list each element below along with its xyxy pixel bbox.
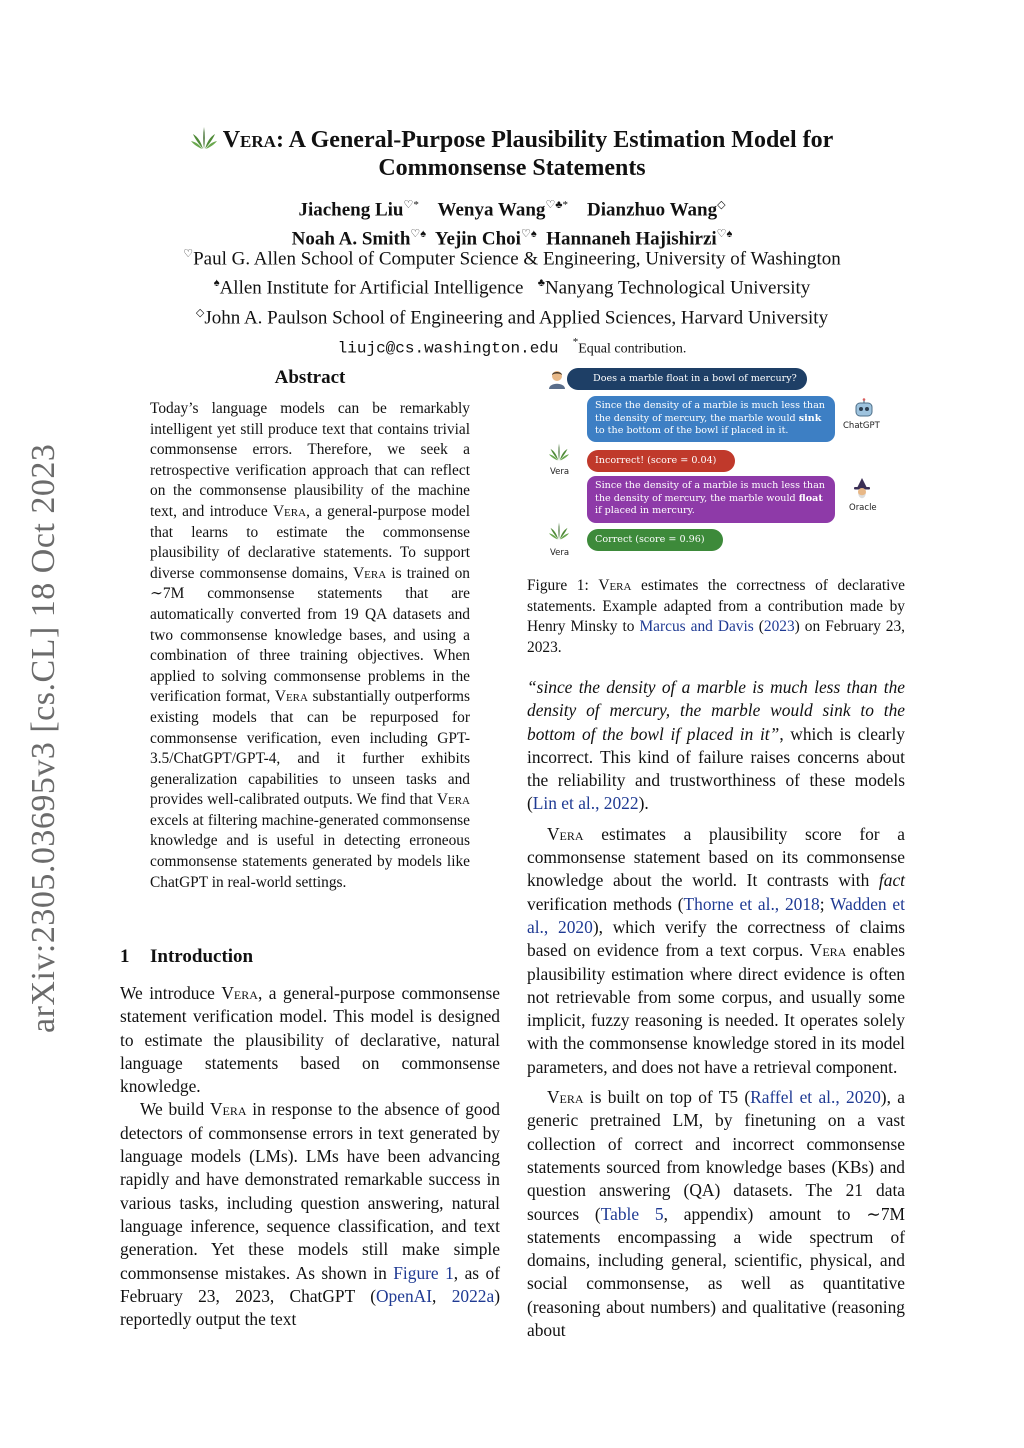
question-bubble: Does a marble float in a bowl of mercury? [567,368,807,390]
abstract-text: Today’s language models can be remarkably intelligent yet still produce text that contains trivial commonsense errors. Therefore, we seek a retrospective verification approach that can reflect on the commonsense plausibility of the machine text, and introduce [150,400,470,520]
text: enables plausibility estimation where direct evidence is often not retrievable from some corpus, and usually some implicit, fuzzy reasoning is needed. It operates solely with the commonsense knowledge stored in its model parameters, and does not have a retrieval component. [527,940,905,1077]
oracle-answer-bubble [587,476,835,523]
text: Since the density of a marble is much less than the density of mercury, the marble would [595,480,825,504]
vera-label: Vera [550,467,570,477]
text: estimates the correctness of declarative statements. Example adapted from a contribution made by Henry Minsky to [527,577,905,636]
vera-name: Vera [272,502,307,520]
affil-ai2: Allen Institute for Artificial Intelligence [219,277,524,299]
paragraph [527,1086,905,1342]
citation-openai-year[interactable]: 2022a [451,1285,495,1306]
text: to the bottom of the bowl if placed in it. [595,425,789,437]
text: , which is clearly incorrect. This kind of failure raises concerns about the reliability and trustworthiness of these models ( [527,723,906,814]
text: ), a generic pretrained LM, by finetuning on a vast collection of correct and incorrect commonsense statements sourced from knowledge bases (KBs) and question answering (QA) datasets. The 21 data sources ( [527,1087,905,1224]
affil-mark: ♣ [537,277,545,290]
author: Dianzhuo Wang [587,199,718,221]
vera-name: Vera [436,791,470,809]
text: verification methods ( [527,893,684,914]
author-mark: ♡♠ [520,228,537,241]
intro-right-column [527,676,905,1342]
affiliations [120,242,904,361]
author-mark: ♡♠ [716,228,733,241]
citation-wadden[interactable]: Wadden et al., 2020 [527,893,905,937]
author: Wenya Wang [437,199,546,221]
text: if placed in mercury. [595,505,695,517]
emphasis-sink: sink [798,412,822,424]
affil-mark: ♠ [213,277,220,290]
abstract-text: , a general-purpose model that learns to estimate the commonsense plausibility of declarative statements. To support diverse commonsense domains, [150,502,471,582]
intro-left-column [120,982,500,1331]
author: Noah A. Smith [291,228,411,250]
chatgpt-quote: “since the density of a marble is much less than the density of mercury, the marble would sink to the bottom of the bowl if placed in it” [527,677,905,744]
vera-name: Vera [598,577,632,594]
paper-title [120,126,904,182]
oracle-label: Oracle [849,503,877,513]
section-heading-introduction [120,946,253,968]
vera-plant-icon [549,442,569,462]
author-mark: ♡♠ [410,228,427,241]
paragraph [527,676,905,816]
contact-email[interactable]: liujc@cs.washington.edu [337,339,559,358]
text: estimates a plausibility score for a commonsense statement based on its commonsense knowledge about the world. It contrasts with [527,823,905,891]
section-number: 1 [120,946,130,967]
author-mark: ♡♣* [545,199,569,211]
chatgpt-answer-bubble [587,396,835,442]
citation-raffel[interactable]: Raffel et al., 2020 [750,1087,881,1108]
figure-1-caption: Figure 1: Vera estimates the correctness of declarative statements. Example adapted from a contribution made by Henry Minsky to Marcus and Davis (2023) on February 23, 2023. [527,577,905,656]
abstract-text: is trained on ∼7M commonsense statements that are automatically converted from 19 QA datasets and two commonsense knowledge bases, and using a combination of three training objectives. When applied to solving commonsense problems in the verification format, [150,564,470,706]
citation-marcus-davis[interactable]: Marcus and Davis [639,618,754,636]
arxiv-side-stamp: arXiv:2305.03695v3 [cs.CL] 18 Oct 2023 [25,443,62,1033]
vera-name: Vera [809,940,847,961]
abstract-body [150,399,470,893]
text: , a general-purpose commonsense statement verification model. This model is designed to estimate the plausibility of declarative, natural language statements based on commonsense knowledge. [120,983,500,1097]
paragraph [120,982,500,1098]
vera-name: Vera [274,688,308,706]
vera-logo-icon [191,126,217,150]
affil-ntu: Nanyang Technological University [544,277,811,299]
equal-mark: * [572,335,579,348]
affil-harvard: John A. Paulson School of Engineering and Applied Sciences, Harvard University [204,306,829,328]
robot-icon [853,398,875,418]
section-title: Introduction [150,946,254,967]
citation-year[interactable]: 2023 [763,618,795,636]
abstract-text: excels at filtering machine-generated commonsense knowledge and is useful in detecting erroneous commonsense statements generated by models like ChatGPT in real-world settings. [150,811,470,891]
citation-sep: , [432,1285,452,1306]
vera-name: Vera [547,823,584,844]
correct-verdict-bubble: Correct (score = 0.96) [587,529,723,551]
user-avatar-icon [547,369,567,389]
affil-mark: ◇ [195,306,205,319]
text: , as of February 23, 2023, ChatGPT ( [120,1262,500,1306]
paragraph [120,1098,500,1331]
abstract-heading: Abstract [274,367,346,388]
equal-contribution-note: Equal contribution. [578,341,687,357]
author: Jiacheng Liu [298,199,404,221]
incorrect-verdict-bubble: Incorrect! (score = 0.04) [587,450,735,472]
author-mark: ◇ [717,199,726,211]
text: in response to the absence of good detectors of commonsense errors in text generated by language models (LMs). LMs have been advancing rapidly and have demonstrated remarkable success in various tasks, including question answering, natural language inference, sequence classification, and text generation. Yet these models still make simple commonsense mistakes. As shown in [120,1099,500,1283]
text: We build [140,1099,210,1120]
vera-label: Vera [550,548,570,558]
vera-name: Vera [353,564,387,582]
affil-mark: ♡ [183,248,194,260]
citation-openai[interactable]: OpenAI [376,1285,433,1306]
emphasis-float: float [798,492,823,504]
author: Yejin Choi [434,228,521,250]
figure-1 [527,362,905,562]
text: ), which verify the correctness of claims based on evidence from a text corpus. [527,916,906,961]
paragraph [527,823,905,1079]
table-5-link[interactable]: Table 5 [600,1203,664,1224]
title-line2: Commonsense Statements [378,155,646,181]
text: Since the density of a marble is much less than the density of mercury, the marble would [595,400,825,424]
caption-label: Figure 1: [527,577,599,594]
text: , appendix) amount to ∼7M statements encompassing a wide spectrum of domains, including general, scientific, physical, and social commonsense, as well as quantitative (reasoning about numbers) and qualitative (reasoning about [527,1203,906,1341]
abstract-text: substantially outperforms existing models that can be repurposed for commonsense verification, even including GPT-3.5/ChatGPT/GPT-4, and it further exhibits generalization capabilities to unseen tasks and provides well-calibrated outputs. We find that [150,688,470,809]
title-vera: Vera [222,127,276,153]
vera-plant-icon [549,521,569,541]
affil-uw: Paul G. Allen School of Computer Science & Engineering, University of Washington [193,248,841,270]
text: ) reportedly output the text [120,1285,500,1330]
figure-1-link[interactable]: Figure 1 [393,1262,454,1283]
author: Hannaneh Hajishirzi [546,228,717,250]
text: is built on top of T5 ( [583,1087,751,1108]
text: on February 23, 2023. [527,618,905,656]
text: ). [638,793,649,814]
vera-name: Vera [547,1087,584,1108]
citation-thorne[interactable]: Thorne et al., 2018 [683,893,820,914]
oracle-wizard-icon [851,478,873,500]
vera-name: Vera [221,983,258,1003]
chatgpt-label: ChatGPT [843,421,880,431]
title-line1: : A General-Purpose Plausibility Estimation Model for [275,127,834,153]
author-mark: ♡* [403,199,419,211]
citation-lin[interactable]: Lin et al., 2022 [532,793,639,814]
emphasis-fact: fact [878,870,905,891]
text: We introduce [120,983,222,1003]
vera-name: Vera [209,1099,247,1120]
text: ; [819,893,831,914]
